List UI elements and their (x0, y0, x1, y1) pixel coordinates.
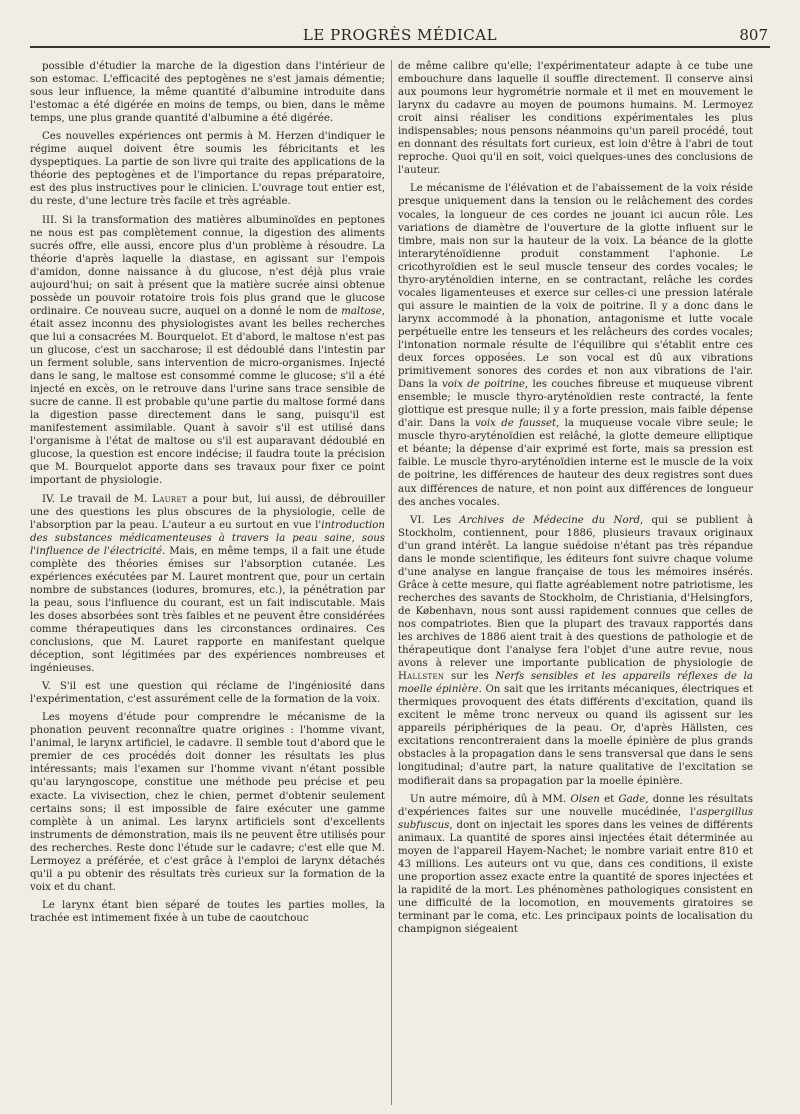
text-run: Ces nouvelles expériences ont permis à M. Herzen d'indiquer le régime auquel doivent être soumis les fébricitants et les dyspeptiques. La partie de son livre qui traite des applications de la théorie des peptogènes et de l'importance du repas préparatoire, est des plus instructives pour le clinicien. L'ouvrage tout entier est, du reste, d'une lecture très facile et très agréable. (30, 131, 385, 208)
text-run: , la muqueuse vocale vibre seule; le muscle thyro-aryténoïdien est relâché, la glotte demeure elliptique et béante; la dépense d'air exprimé est forte, mais sa pression est faible. Le muscle thyro-aryténoïdien interne est le muscle de la voix de poitrine, les différences de hauteur des deux registres sont dues aux différences de nature, et non point aux différences de longueur des anches vocales. (398, 418, 753, 508)
paragraph (30, 711, 385, 894)
text-run: sur les (444, 671, 496, 683)
italic-text: Olsen (570, 793, 600, 805)
paragraph (30, 214, 385, 488)
italic-text: introduction des substances médicamenteuses à travers la peau saine, sous l'influence de l'électricité (30, 519, 385, 557)
text-run: , dont on injectait les spores dans les veines de différents animaux. La quantité de spores ainsi injectées était déterminée au moyen de l'appareil Hayem-Nachet; le nombre variait entre 810 et 43 millions. Les auteurs ont vu que, dans ces conditions, il existe une proportion assez exacte entre la quantité de spores injectées et la rapidité de la mort. Les phénomènes pathologiques consistent en une difficulté de la locomotion, en mouvements giratoires se terminant par le coma, etc. Les principaux points de localisation du champignon siégeaient (398, 819, 753, 936)
text-run: Le mécanisme de l'élévation et de l'abaissement de la voix réside presque uniquement dans la tension ou le relâchement des cordes vocales, la longueur de ces cordes ne jouant ici aucun rôle. Les variations de diamètre de l'ouverture de la glotte influent sur le timbre, mais non sur la hauteur de la voix. La béance de la glotte interaryténoïdienne produit constamment l'aphonie. Le cricothyroïdien est le seul muscle tenseur des cordes vocales; le thyro-aryténoïdien interne, en se contractant, relâche les cordes vocales ligamenteuses et exerce sur celles-ci une pression latérale qui assure le maintien de la voix de poitrine. Il y a donc dans le larynx accommodé à la phonation, antagonisme et lutte vocale perpétuelle entre les tenseurs et les relâcheurs des cordes vocales; l'intonation normale résulte de l'équilibre qui s'établit entre ces deux forces opposées. Le son vocal est dû aux vibrations primitivement sonores des cordes et non aux vibrations de l'air. Dans la (398, 183, 753, 391)
text-run: Un autre mémoire, dû à MM. (410, 793, 571, 805)
running-title: LE PROGRÈS MÉDICAL (302, 26, 498, 44)
column-divider (391, 60, 392, 1105)
left-column (30, 60, 385, 1105)
paragraph (398, 514, 753, 788)
text-run: . On sait que les irritants mécaniques, électriques et thermiques provoquent des états différents d'excitation, quand ils excitent le même tronc nerveux ou quand ils agissent sur les appareils périphériques de la peau. Or, d'après Hällsten, ces excitations rencontreraient dans la moelle épinière de plus grands obstacles à la propagation dans le sens transversal que dans le sens longitudinal; d'autre part, la nature qualitative de l'excitation se modifierait dans sa propagation par la moelle épinière. (398, 684, 753, 787)
text-run: , qui se publient à Stockholm, contiennent, pour 1886, plusieurs travaux originaux d'un grand intérêt. La langue suédoise n'étant pas très répandue dans le monde scientifique, les éditeurs font suivre chaque volume d'une analyse en langue française de tous les mémoires insérés. Grâce à cette mesure, qui flatte agréablement notre patriotisme, les recherches des savants de Stockholm, de Christiania, d'Helsingfors, de København, nous sont aussi rapidement connues que celles de nos compatriotes. Bien que la plupart des travaux rapportés dans les archives de 1886 aient trait à des questions de pathologie et de thérapeutique dont l'analyse fera l'objet d'une autre revue, nous avons à relever une importante publication de physiologie de (398, 514, 753, 670)
page-number: 807 (739, 26, 768, 44)
page-header (30, 18, 770, 48)
text-run: , les couches fibreuse et muqueuse vibrent ensemble; le muscle thyro-aryténoïdien reste contracté, la fente glottique est presque nulle; il y a forte pression, mais faible dépense d'air. Dans la (398, 379, 753, 430)
paragraph (30, 60, 385, 125)
paragraph (398, 182, 753, 508)
italic-text: voix de poitrine (442, 379, 525, 391)
text-run: Les moyens d'étude pour comprendre le mécanisme de la phonation peuvent reconnaître quatre origines : l'homme vivant, l'animal, le larynx artificiel, le cadavre. Il semble tout d'abord que le premier de ces procédés doit donner les résultats les plus intéressants; mais l'examen sur l'homme vivant n'étant possible qu'au laryngoscope, constitue une méthode peu précise et peu exacte. La vivisection, chez le chien, permet d'obtenir seulement certains sons; il est impossible de faire exécuter une gamme complète à un animal. Les larynx artificiels sont d'excellents instruments de démonstration, mais ils ne peuvent être utilisés pour des recherches. Reste donc l'étude sur le cadavre; c'est elle que M. Lermoyez a préférée, et c'est grâce à l'emploi de larynx détachés qu'il a pu obtenir des résultats très curieux sur la formation de la voix et du chant. (30, 712, 385, 893)
small-caps-name: Hallsten (398, 671, 445, 683)
text-run: III. Si la transformation des matières albuminoïdes en peptones ne nous est pas complètement connue, la digestion des aliments sucrés offre, elle aussi, encore plus d'un problème à résoudre. La théorie d'après laquelle la diastase, en agissant sur l'empois d'amidon, donne naissance à du glucose, n'est déjà plus vraie aujourd'hui; on sait à présent que la matière sucrée ainsi obtenue possède un pouvoir rotatoire trois fois plus grand que le glucose ordinaire. Ce nouveau sucre, auquel on a donné le nom de (30, 214, 385, 317)
right-column (398, 60, 753, 1105)
paragraph (398, 60, 753, 177)
text-run: Le larynx étant bien séparé de toutes les parties molles, la trachée est intimement fixée à un tube de caoutchouc (30, 899, 385, 924)
italic-text: Gade (618, 793, 646, 805)
text-run: possible d'étudier la marche de la digestion dans l'intérieur de son estomac. L'efficacité des peptogènes ne s'est jamais démentie; sous leur influence, la même quantité d'albumine introduite dans l'estomac a été digérée en moins de temps, ou bien, dans le même temps, une plus grande quantité d'albumine a été digérée. (30, 61, 385, 125)
text-run: de même calibre qu'elle; l'expérimentateur adapte à ce tube une embouchure dans laquelle il souffle directement. Il conserve ainsi aux poumons leur hygrométrie normale et il met en mouvement le larynx du cadavre au moyen de poumons humains. M. Lermoyez croit ainsi réaliser les conditions expérimentales les plus indispensables; nous pensons néanmoins qu'un pareil procédé, tout en donnant des résultats fort curieux, est loin d'être à l'abri de tout reproche. Quoi qu'il en soit, voici quelques-unes des conclusions de l'auteur. (398, 61, 753, 177)
text-run: a pour but, lui aussi, de débrouiller une des questions les plus obscures de la physiologie, celle de l'absorption par la peau. L'auteur a eu surtout en vue l' (30, 493, 385, 531)
paragraph (30, 899, 385, 925)
paragraph (30, 680, 385, 706)
paragraph (30, 130, 385, 208)
italic-text: Nerfs sensibles et les appareils réflexes de la moelle épinière (398, 671, 753, 696)
small-caps-name: Lauret (152, 493, 187, 505)
paragraph (30, 493, 385, 676)
text-run: et (599, 793, 619, 805)
text-run: , était assez inconnu des physiologistes avant les belles recherches que lui a consacrées M. Bourquelot. Et d'abord, le maltose n'est pas un glucose, c'est un saccharose; il est dédoublé dans l'intestin par un ferment soluble, sans intervention de micro-organismes. Injecté dans le sang, le maltose est consommé comme le glucose; s'il a été injecté en excès, on le retrouve dans l'urine sans trace sensible de sucre de canne. Il est probable qu'une partie du maltose formé dans la digestion passe directement dans le sang, puisqu'il est manifestement assimilable. Quant à savoir s'il est utilisé dans l'organisme à l'état de maltose ou s'il est auparavant dédoublé en glucose, la question est encore indécise; il faudra toute la précision que M. Bourquelot apporte dans ses travaux pour fixer ce point important de physiologie. (30, 305, 385, 487)
text-run: , donne les résultats d'expériences faites sur une nouvelle mucédinée, l' (398, 793, 753, 818)
text-run: V. S'il est une question qui réclame de l'ingéniosité dans l'expérimentation, c'est assurément celle de la formation de la voix. (30, 681, 385, 706)
italic-text: voix de fausset (475, 418, 557, 430)
paragraph (398, 793, 753, 937)
text-run: IV. Le travail de M. (42, 493, 153, 505)
italic-text: aspergillus subfuscus (398, 806, 753, 831)
italic-text: Archives de Médecine du Nord (459, 514, 640, 526)
text-run: . Mais, en même temps, il a fait une étude complète des théories émises sur l'absorption cutanée. Les expériences exécutées par M. Lauret montrent que, pour un certain nombre de substances (iodures, bromures, etc.), la pénétration par la peau, sous l'influence du courant, est un fait indiscutable. Mais les doses absorbées sont très faibles et ne peuvent être considérées comme thérapeutiques dans les circonstances ordinaires. Ces conclusions, que M. Lauret rapporte en manifestant quelque déception, sont légitimées par des expériences nombreuses et ingénieuses. (30, 545, 385, 675)
header-rule (30, 46, 770, 48)
italic-text: maltose (341, 305, 382, 317)
text-run: VI. Les (410, 514, 460, 526)
